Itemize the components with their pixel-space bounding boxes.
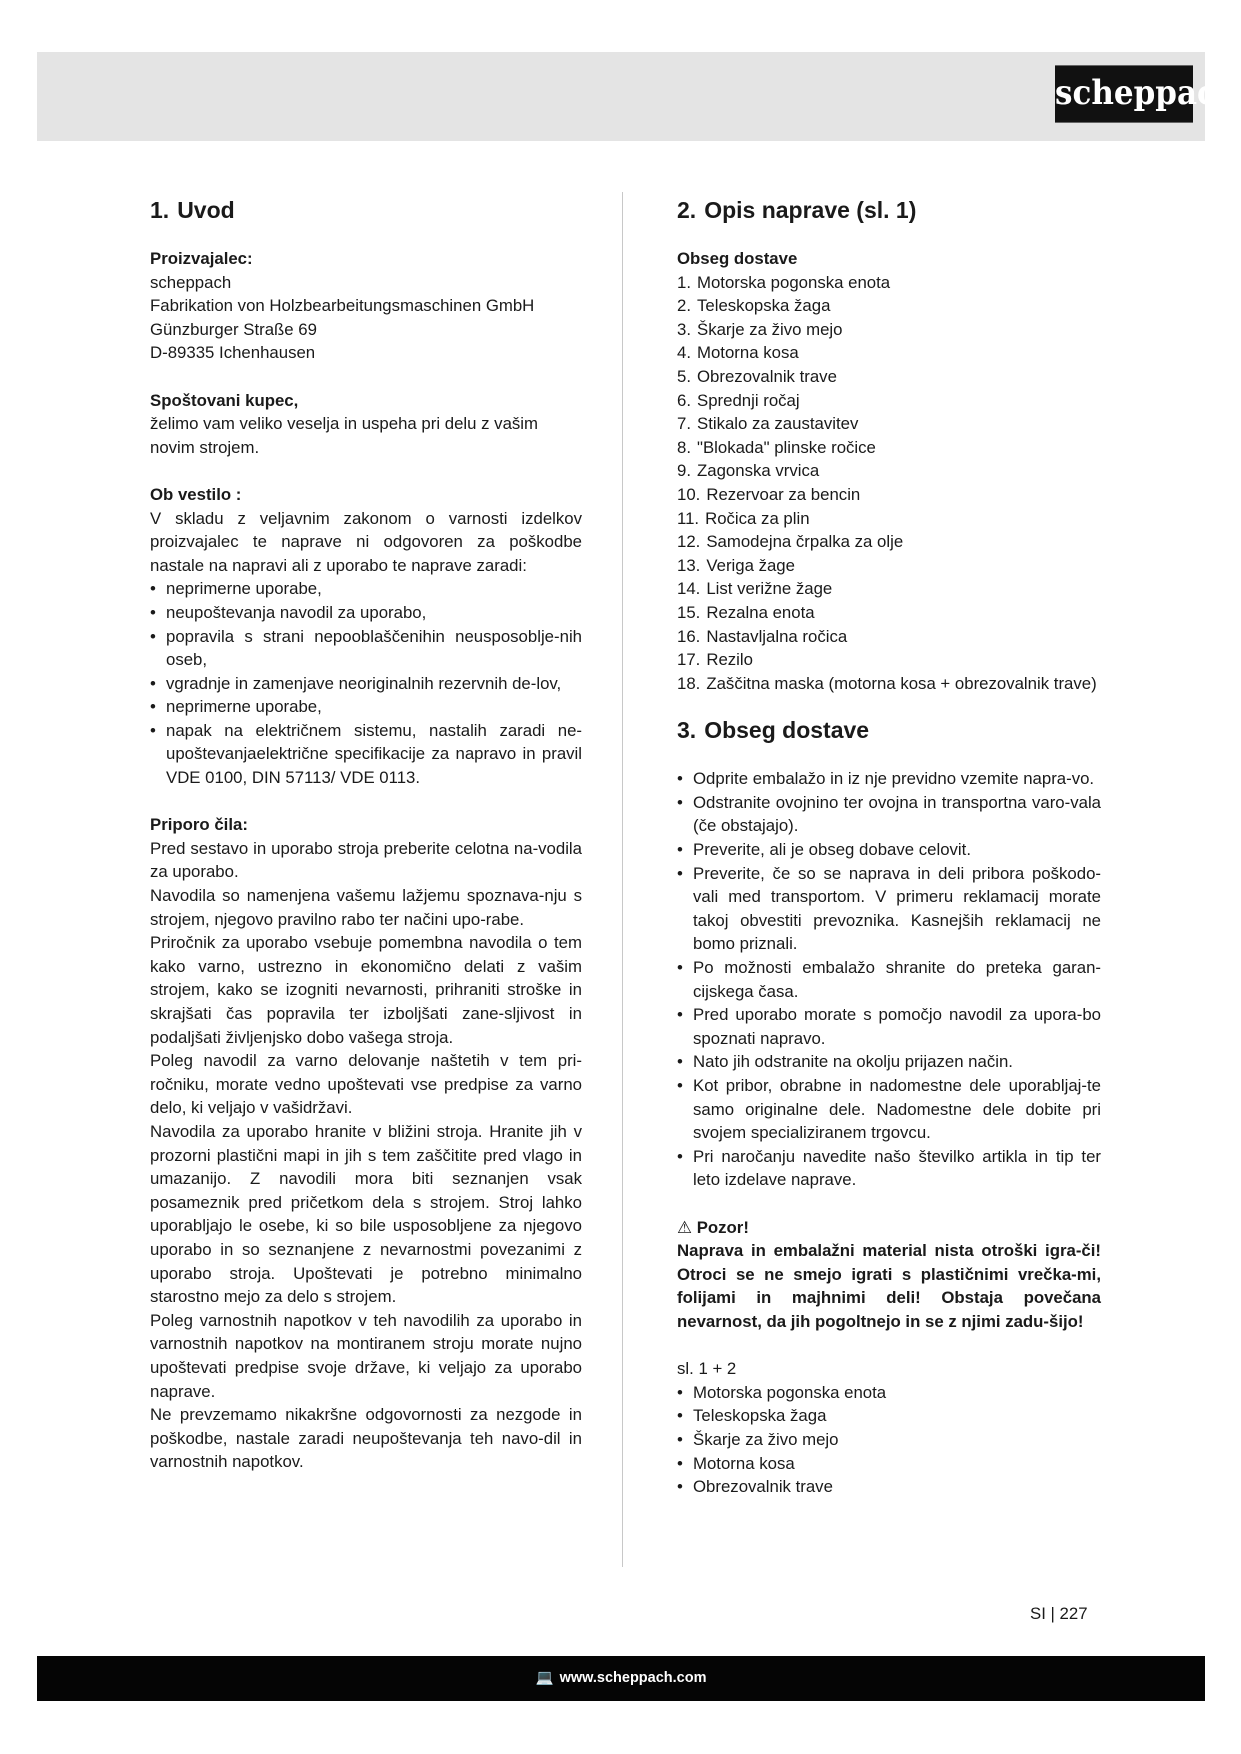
list-item: • Nato jih odstranite na okolju prijazen način. <box>677 1050 1101 1074</box>
part-label: List verižne žage <box>706 579 833 599</box>
delivery-list <box>677 767 1101 1192</box>
list-item: • neprimerne uporabe, <box>150 577 582 601</box>
part-number: 18. <box>677 673 701 693</box>
list-item: • Po možnosti embalažo shranite do preteka garan-cijskega časa. <box>677 956 1101 1003</box>
part-number: 2. <box>677 296 691 316</box>
list-item: • neprimerne uporabe, <box>150 695 582 719</box>
part-item <box>677 459 1101 483</box>
part-item <box>677 507 1101 531</box>
part-label: Nastavljalna ročica <box>706 626 848 646</box>
part-number: 10. <box>677 484 701 504</box>
recommend-text <box>150 837 582 1474</box>
paragraph: Poleg varnostnih napotkov v teh navodilih za uporabo in varnostnih napotkov na montiranem stroju morate nujno upoštevati predpise svoje države, ki veljajo za uporabo naprave. <box>150 1310 582 1401</box>
paragraph: Ne prevzemamo nikakršne odgovornosti za nezgode in poškodbe, nastale zaradi neupoštevanja teh navo-dil in varnostnih napotkov. <box>150 1405 582 1472</box>
list-item: • Odprite embalažo in iz nje previdno vzemite napra-vo. <box>677 767 1101 791</box>
list-item: • Kot pribor, obrabne in nadomestne dele uporabljaj-te samo originalne dele. Nadomestne dele dobite pri svojem specializiranem trgovcu. <box>677 1074 1101 1145</box>
part-label: Teleskopska žaga <box>697 296 831 316</box>
part-label: "Blokada" plinske ročice <box>697 437 876 457</box>
figure-reference: sl. 1 + 2 <box>677 1359 737 1379</box>
part-label: Veriga žage <box>706 555 795 575</box>
part-label: Zagonska vrvica <box>697 461 820 481</box>
list-item: • vgradnje in zamenjave neoriginalnih rezervnih de-lov, <box>150 672 582 696</box>
part-label: Motorska pogonska enota <box>697 272 891 292</box>
page-number: SI | 227 <box>1030 1604 1088 1623</box>
scheppach-logo: scheppach <box>1055 65 1193 122</box>
manufacturer-address <box>150 271 582 365</box>
paragraph: Pred sestavo in uporabo stroja preberite celotna na-vodila za uporabo. <box>150 838 582 882</box>
list-item: • Motorna kosa <box>677 1452 1101 1476</box>
part-item <box>677 483 1101 507</box>
column-divider <box>622 192 623 1567</box>
list-item: • Preverite, če so se naprava in deli pribora poškodo-vali med transportom. V primeru reklamacij morate takoj obvestiti prevoznika. Kasnejših reklamacij ne bomo priznali. <box>677 862 1101 956</box>
part-label: Stikalo za zaustavitev <box>697 414 859 434</box>
part-number: 8. <box>677 437 691 457</box>
parts-list <box>677 271 1101 696</box>
part-item <box>677 554 1101 578</box>
part-item <box>677 294 1101 318</box>
part-item <box>677 577 1101 601</box>
part-item <box>677 318 1101 342</box>
part-item <box>677 271 1101 295</box>
list-item: • Škarje za živo mejo <box>677 1428 1101 1452</box>
part-label: Rezervoar za bencin <box>706 484 861 504</box>
part-label: Ročica za plin <box>705 508 810 528</box>
header-band <box>37 52 1205 141</box>
part-number: 9. <box>677 461 691 481</box>
footer-url[interactable]: www.scheppach.com <box>559 1670 707 1686</box>
address-line: Günzburger Straße 69 <box>150 319 317 339</box>
manufacturer-heading: Proizvajalec: <box>150 249 253 268</box>
part-item <box>677 601 1101 625</box>
part-number: 14. <box>677 579 701 599</box>
customer-text: želimo vam veliko veselja in uspeha pri delu z vašim novim strojem. <box>150 414 539 457</box>
list-item: • popravila s strani nepooblaščenihin neusposoblje-nih oseb, <box>150 625 582 672</box>
part-number: 17. <box>677 650 701 670</box>
part-number: 12. <box>677 532 701 552</box>
part-item <box>677 365 1101 389</box>
list-item: • Motorska pogonska enota <box>677 1381 1101 1405</box>
part-label: Rezilo <box>706 650 753 670</box>
part-label: Sprednji ročaj <box>697 390 800 410</box>
part-item <box>677 530 1101 554</box>
part-number: 4. <box>677 343 691 363</box>
customer-heading: Spoštovani kupec, <box>150 390 299 410</box>
part-item <box>677 672 1101 696</box>
address-line: Fabrikation von Holzbearbeitungsmaschinen GmbH <box>150 296 535 316</box>
part-item <box>677 412 1101 436</box>
list-item: • Pri naročanju navedite našo številko artikla in tip ter leto izdelave naprave. <box>677 1145 1101 1192</box>
list-item: • Obrezovalnik trave <box>677 1475 1101 1499</box>
footer-band <box>37 1656 1205 1701</box>
part-item <box>677 389 1101 413</box>
part-number: 16. <box>677 626 701 646</box>
section-title-obseg: 3. Obseg dostave <box>677 717 870 744</box>
paragraph: Navodila so namenjena vašemu lažjemu spoznava-nju s strojem, njegovo pravilno rabo ter načini upo-rabe. <box>150 886 582 929</box>
part-number: 7. <box>677 414 691 434</box>
address-line: scheppach <box>150 272 232 292</box>
section-title-uvod: 1. Uvod <box>150 197 235 223</box>
left-column <box>150 193 582 1474</box>
part-label: Škarje za živo mejo <box>697 319 843 339</box>
paragraph: Navodila za uporabo hranite v bližini stroja. Hranite jih v prozorni plastični mapi in jih s tem zaščitite pred vlago in umazanijo. Z navodili mora biti seznanjen vsak posameznik pred pričetkom dela s strojem. Stroj lahko uporabljajo le osebe, ki so bile usposobljene za njegovo uporabo in so seznanjene z nevarnostmi povezanimi z uporabo stroja. Upoštevati je potrebno minimalno starostno mejo za delo s strojem. <box>150 1121 582 1307</box>
list-item: • napak na električnem sistemu, nastalih zaradi ne-upoštevanjaelektrične specifikacije za napravo in pravil VDE 0100, DIN 57113/ VDE 0113. <box>150 719 582 790</box>
list-item: • neupoštevanja navodil za uporabo, <box>150 601 582 625</box>
list-item: • Pred uporabo morate s pomočjo navodil za upora-bo spoznati napravo. <box>677 1003 1101 1050</box>
part-label: Zaščitna maska (motorna kosa + obrezovalnik trave) <box>706 673 1097 693</box>
recommend-heading: Priporo čila: <box>150 815 248 835</box>
note-text: V skladu z veljavnim zakonom o varnosti izdelkov proizvajalec te naprave ni odgovoren za poškodbe nastale na napravi ali z uporabo te naprave zaradi: <box>150 508 582 575</box>
scope-heading: Obseg dostave <box>677 249 798 268</box>
part-item <box>677 625 1101 649</box>
warning-text: Naprava in embalažni material nista otroški igra-či! Otroci se ne smejo igrati s plastičnimi vrečka-mi, folijami in majhnimi deli! Obstaja povečana nevarnost, da jih pogoltnejo in se z njimi zadu-šijo! <box>677 1241 1101 1331</box>
list-item: • Preverite, ali je obseg dobave celovit. <box>677 838 1101 862</box>
address-line: D-89335 Ichenhausen <box>150 343 316 363</box>
part-label: Obrezovalnik trave <box>697 366 837 386</box>
right-column <box>677 193 1101 1499</box>
part-item <box>677 341 1101 365</box>
part-label: Samodejna črpalka za olje <box>706 532 904 552</box>
section-title-opis: 2. Opis naprave (sl. 1) <box>677 197 917 223</box>
part-item <box>677 648 1101 672</box>
part-number: 6. <box>677 390 691 410</box>
part-number: 15. <box>677 602 701 622</box>
list-item: • Odstranite ovojnino ter ovojna in transportna varo-vala (če obstajajo). <box>677 791 1101 838</box>
part-label: Motorna kosa <box>697 343 799 363</box>
part-number: 13. <box>677 555 701 575</box>
part-number: 3. <box>677 319 691 339</box>
part-number: 1. <box>677 272 691 292</box>
list-item: • Teleskopska žaga <box>677 1404 1101 1428</box>
paragraph: Poleg navodil za varno delovanje naštetih v tem pri-ročniku, morate vedno upoštevati vse predpise za varno delo, ki veljajo v vašidržavi. <box>150 1051 582 1118</box>
figure-items-list <box>677 1381 1101 1499</box>
note-heading: Ob vestilo : <box>150 484 242 504</box>
paragraph: Priročnik za uporabo vsebuje pomembna navodila o tem kako varno, ustrezno in ekonomično delati z vašim strojem, kako se izogniti nevarnosti, prihraniti stroške in skrajšati čas popravila ter izboljšati zane-sljivost in podaljšati življenjsko dobo vašega stroja. <box>150 933 582 1047</box>
warning-title: ⚠ Pozor! <box>677 1217 749 1237</box>
part-number: 5. <box>677 366 691 386</box>
computer-icon: 💻 <box>535 1670 554 1686</box>
part-number: 11. <box>677 508 700 528</box>
part-item <box>677 436 1101 460</box>
part-label: Rezalna enota <box>706 602 815 622</box>
note-list <box>150 577 582 789</box>
